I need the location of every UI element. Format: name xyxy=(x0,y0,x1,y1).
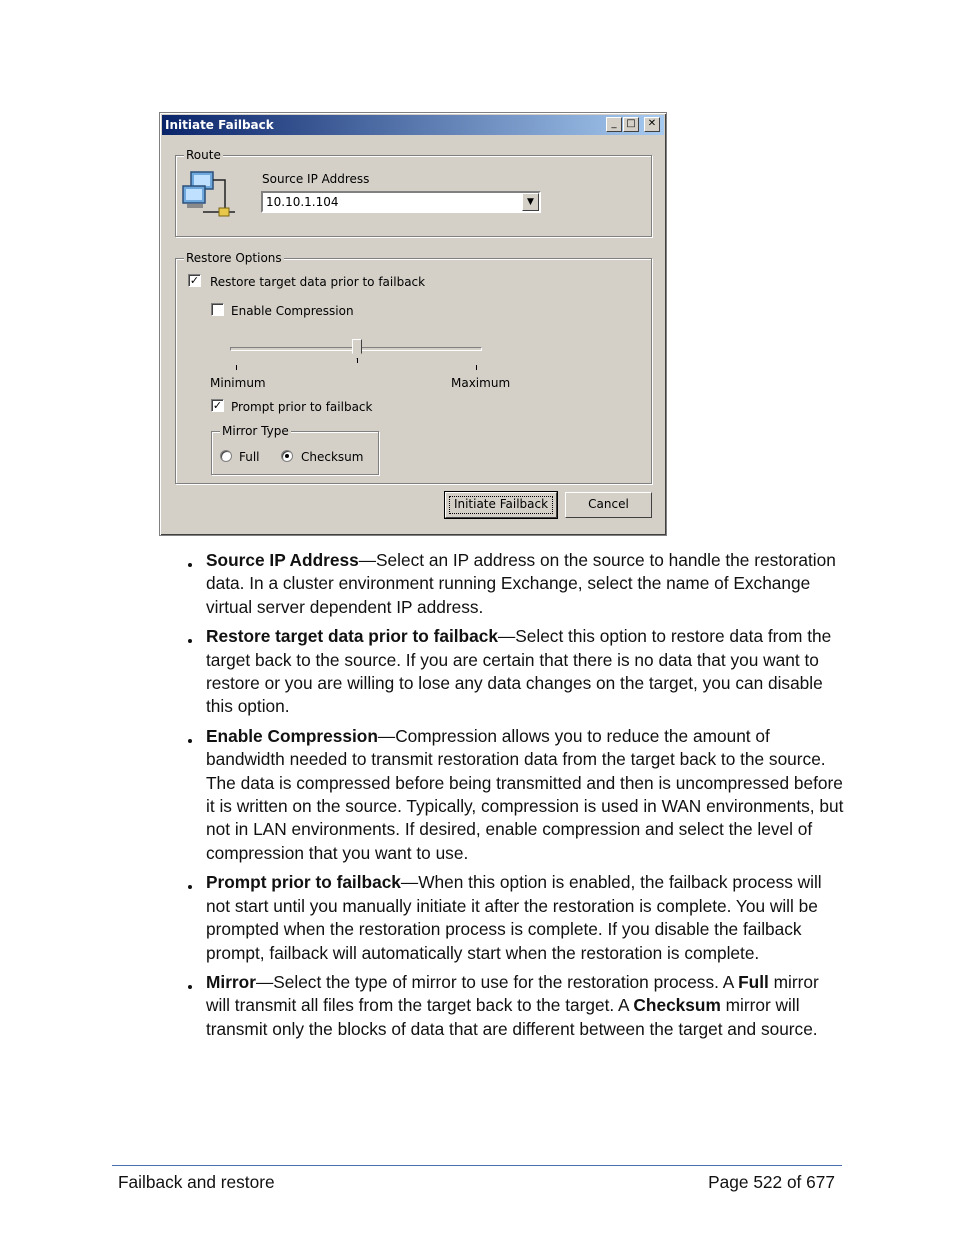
bullet-text: —When this option is enabled, the failback process will not start until you manually initiate it after the restoration is complete. You will be prompted when the restoration process is complete. If you disable the failback prompt, failback will automatically start when the restoration is complete. xyxy=(206,872,822,963)
cancel-button-label: Cancel xyxy=(588,497,629,511)
bullet-term: Source IP Address xyxy=(206,550,359,570)
restore-target-label: Restore target data prior to failback xyxy=(210,275,426,289)
maximize-button[interactable]: □ xyxy=(623,117,639,132)
route-group-label: Route xyxy=(186,148,221,162)
mirror-checksum-label: Checksum xyxy=(301,450,364,464)
prompt-checkbox[interactable]: ✓ xyxy=(212,399,223,412)
slider-max-label: Maximum xyxy=(451,376,511,390)
footer-divider xyxy=(112,1165,842,1166)
cancel-button[interactable] xyxy=(565,492,652,518)
bullet-term: Restore target data prior to failback xyxy=(206,626,498,647)
list-item xyxy=(206,971,846,1041)
initiate-failback-button[interactable] xyxy=(445,492,557,518)
source-ip-label: Source IP Address xyxy=(262,172,370,186)
restore-target-checkbox[interactable]: ✓ xyxy=(189,274,200,287)
chevron-down-icon[interactable]: ▼ xyxy=(522,193,539,211)
slider-tick xyxy=(476,365,477,370)
source-ip-combobox[interactable] xyxy=(261,191,541,213)
mirror-full-label: Full xyxy=(239,450,260,464)
compression-slider-thumb[interactable] xyxy=(352,339,362,359)
bullet-term: Prompt prior to failback xyxy=(206,872,401,893)
bullet-emphasis: Checksum xyxy=(633,995,721,1016)
slider-min-label: Minimum xyxy=(210,376,266,390)
initiate-failback-button-label: Initiate Failback xyxy=(453,497,549,511)
footer-section-title: Failback and restore xyxy=(118,1172,275,1192)
bullet-text: —Compression allows you to reduce the amount of bandwidth needed to transmit restoration data from the target back to the source. The data is compressed before being transmitted and then is uncompressed before it is written on the source. Typically, compression is used in WAN environments, but not in LAN environments. If desired, enable compression and select the level of compression that you want to use. xyxy=(206,725,844,863)
list-item xyxy=(206,625,846,719)
list-item xyxy=(206,725,846,865)
minimize-button[interactable]: _ xyxy=(606,117,622,132)
bullet-emphasis: Full xyxy=(738,971,769,992)
list-item xyxy=(206,549,846,619)
list-item xyxy=(206,871,846,965)
bullet-text: —Select the type of mirror to use for the restoration process. A xyxy=(255,971,739,992)
bullet-text: mirror will transmit all files from the target back to the target. A xyxy=(206,971,819,1016)
enable-compression-label: Enable Compression xyxy=(231,304,354,318)
route-group xyxy=(175,148,652,237)
restore-options-label: Restore Options xyxy=(186,251,282,265)
mirror-type-group xyxy=(211,424,379,475)
enable-compression-checkbox[interactable] xyxy=(211,303,224,316)
initiate-failback-dialog xyxy=(159,112,667,536)
slider-tick xyxy=(236,365,237,370)
source-ip-value: 10.10.1.104 xyxy=(266,195,339,209)
footer-page-number: Page 522 of 677 xyxy=(708,1172,835,1192)
dialog-titlebar xyxy=(162,115,664,135)
close-button[interactable]: ✕ xyxy=(644,117,660,132)
prompt-label: Prompt prior to failback xyxy=(231,400,373,414)
option-descriptions-list xyxy=(206,549,846,1047)
restore-options-group xyxy=(175,251,652,484)
dialog-title: Initiate Failback xyxy=(165,118,274,132)
bullet-text: —Select an IP address on the source to handle the restoration data. In a cluster environment running Exchange, select the name of Exchange virtual server dependent IP address. xyxy=(206,550,836,617)
bullet-term: Enable Compression xyxy=(206,725,378,746)
mirror-checksum-radio[interactable] xyxy=(281,450,293,462)
mirror-type-label: Mirror Type xyxy=(222,424,289,438)
bullet-text: —Select this option to restore data from the target back to the source. If you are certain that there is no data that you want to restore or you are willing to lose any data changes on the target, you can disable this option. xyxy=(206,626,832,717)
bullet-text: mirror will transmit only the blocks of data that are different between the target and source. xyxy=(206,995,818,1039)
mirror-full-radio[interactable] xyxy=(220,450,232,462)
bullet-term: Mirror xyxy=(206,971,256,992)
slider-tick xyxy=(357,358,358,363)
network-computers-icon xyxy=(181,168,237,226)
